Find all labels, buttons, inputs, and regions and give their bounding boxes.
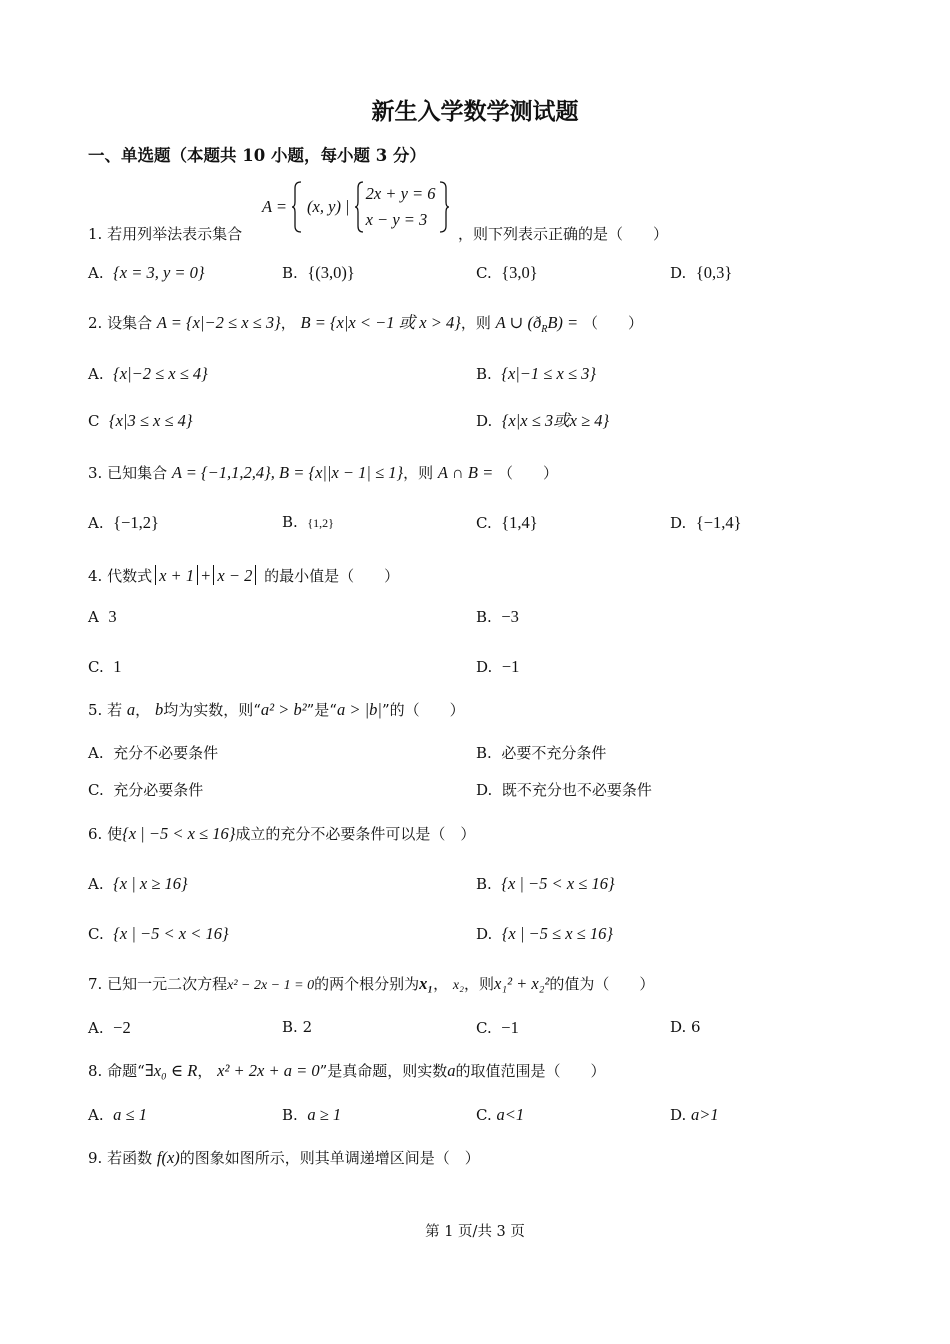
q8-option-a: [88, 1107, 147, 1124]
q3-option-a-key: A.: [88, 514, 104, 532]
q4-stem-suffix: 的最小值是（ ）: [264, 567, 400, 585]
q1-option-c-text: {3,0}: [501, 263, 538, 282]
q5-option-b-text: 必要不充分条件: [501, 744, 607, 762]
q8-option-c: [476, 1107, 524, 1124]
q5-option-b: [476, 746, 606, 761]
q6-option-a-key: A.: [88, 875, 104, 893]
q6-option-b: [476, 876, 615, 893]
q3-option-d: [670, 515, 742, 532]
q6-option-c: [88, 926, 229, 943]
question-1-set-definition: [262, 181, 450, 233]
q5-option-c-key: C.: [88, 781, 104, 799]
q8-option-d-text: a>1: [691, 1105, 719, 1124]
q1-set-var: (x, y) |: [307, 196, 350, 216]
q8-stem-suffix: 的取值范围是（ ）: [455, 1062, 606, 1080]
q8-option-b-text: a ≥ 1: [307, 1105, 342, 1124]
q3-option-a-text: {−1,2}: [113, 513, 159, 532]
q5-option-a-key: A.: [88, 744, 104, 762]
q8-stem-prefix: 命题“: [107, 1062, 145, 1080]
q3-option-d-key: D.: [670, 514, 687, 532]
q1-option-d: [670, 265, 732, 282]
q1-outer-right-brace: [438, 181, 450, 233]
q9-stem-prefix: 若函数: [107, 1149, 153, 1167]
q2-number: 2.: [88, 314, 103, 332]
question-3-stem: [88, 465, 558, 482]
q6-expr: {x | −5 < x ≤ 16}: [122, 824, 236, 843]
q6-option-d-key: D.: [476, 925, 493, 943]
q2-sep1: ，: [280, 314, 296, 332]
q6-stem-suffix: 成立的充分不必要条件可以是（ ）: [235, 825, 476, 843]
question-7-stem: [88, 976, 654, 993]
q4-option-b: [476, 609, 519, 626]
q2-option-b-text: {x|−1 ≤ x ≤ 3}: [501, 364, 596, 383]
q1-option-b-key: B.: [282, 264, 298, 282]
q2-stem-prefix: 设集合: [107, 314, 153, 332]
q9-expr: f(x): [156, 1148, 180, 1167]
q7-sep: ，: [433, 975, 449, 993]
q2-stem-suffix: （ ）: [582, 314, 643, 332]
question-9-stem: [88, 1150, 480, 1167]
q1-option-a: [88, 265, 205, 282]
q1-system-brace: [354, 181, 364, 233]
q8-option-b-key: B.: [282, 1106, 298, 1124]
q5-number: 5.: [88, 701, 103, 719]
q4-option-c: [88, 659, 122, 676]
q5-var-a: a: [126, 700, 136, 719]
q2-option-b: [476, 366, 596, 383]
q1-option-b-text: {(3,0)}: [307, 263, 355, 282]
q4-expr-b: x − 2: [217, 566, 253, 585]
q8-sep: ，: [197, 1062, 213, 1080]
q4-option-a-key: A: [88, 608, 99, 626]
q7-option-a-text: −2: [113, 1018, 131, 1037]
q8-option-a-text: a ≤ 1: [113, 1105, 147, 1124]
q3-option-c-key: C.: [476, 514, 492, 532]
q1-option-c: [476, 265, 538, 282]
question-2-stem: [88, 315, 643, 335]
q4-option-d: [476, 659, 519, 676]
q7-option-a-key: A.: [88, 1019, 104, 1037]
q6-option-d: [476, 926, 613, 943]
q8-option-c-text: a<1: [496, 1105, 525, 1124]
q7-option-b: [282, 1020, 312, 1035]
q8-middle: ”是真命题，则实数: [319, 1062, 448, 1080]
q1-option-a-text: {x = 3, y = 0}: [113, 263, 205, 282]
q7-root1: x₁: [419, 974, 434, 993]
q2-sep2: ，则: [460, 314, 491, 332]
q3-option-d-text: {−1,4}: [695, 513, 742, 532]
q4-abs-bar: [155, 565, 156, 585]
q2-option-c-text: {x|3 ≤ x ≤ 4}: [109, 411, 193, 430]
q9-number: 9.: [88, 1149, 103, 1167]
q6-option-a: [88, 876, 188, 893]
q5-stem-prefix: 若: [107, 701, 123, 719]
q5-middle2: ”是“: [306, 701, 337, 719]
q3-option-b-text: {1,2}: [307, 516, 334, 530]
q4-option-d-text: −1: [501, 657, 520, 676]
q3-expr: A = {−1,1,2,4}, B = {x||x − 1| ≤ 1}: [171, 463, 404, 482]
question-6-stem: [88, 826, 475, 843]
q8-var: a: [447, 1061, 456, 1080]
q3-stem-suffix: （ ）: [498, 464, 559, 482]
q8-number: 8.: [88, 1062, 103, 1080]
q1-stem-suffix: ，则下列表示正确的是（ ）: [458, 225, 669, 243]
q2-option-d-key: D.: [476, 412, 493, 430]
q1-option-a-key: A.: [88, 264, 104, 282]
q2-option-d: [476, 413, 609, 430]
q4-option-c-key: C.: [88, 658, 104, 676]
q7-option-b-key: B.: [282, 1018, 298, 1036]
q4-option-a-text: 3: [108, 607, 117, 626]
q7-middle: 的两个根分别为: [314, 975, 420, 993]
q6-stem-prefix: 使: [107, 825, 123, 843]
q7-option-d-key: D.: [670, 1018, 687, 1036]
q7-stem-suffix: 的值为（ ）: [549, 975, 655, 993]
q1-option-d-text: {0,3}: [695, 263, 733, 282]
q7-option-c: [476, 1020, 519, 1037]
q3-sep: ，则: [403, 464, 434, 482]
q1-system-eq2: x − y = 3: [365, 209, 428, 229]
q7-expr2: x₁² + x₂²: [494, 974, 550, 993]
q1-outer-left-brace: [291, 181, 303, 233]
q2-option-c: [88, 413, 193, 430]
q2-expr-sub: R: [541, 324, 548, 335]
page-footer: 第 1 页/共 3 页: [425, 1224, 525, 1240]
q5-stem-suffix: ”的（ ）: [381, 701, 465, 719]
q1-system: [366, 186, 436, 228]
q7-number: 7.: [88, 975, 103, 993]
q6-number: 6.: [88, 825, 103, 843]
q7-option-a: [88, 1020, 131, 1037]
q8-option-a-key: A.: [88, 1106, 104, 1124]
q1-option-c-key: C.: [476, 264, 492, 282]
q2-option-a: [88, 366, 208, 383]
q5-option-d: [476, 783, 652, 798]
q2-option-c-key: C: [88, 412, 100, 430]
q2-set-b: B = {x|x < −1 或 x > 4}: [300, 313, 461, 332]
q5-middle: 均为实数，则“: [163, 701, 261, 719]
q2-set-a: A = {x|−2 ≤ x ≤ 3}: [156, 313, 281, 332]
q2-option-a-key: A.: [88, 365, 104, 383]
q1-number: 1.: [88, 225, 103, 243]
q8-option-d-key: D.: [670, 1106, 687, 1124]
q3-option-c: [476, 515, 538, 532]
q9-stem-suffix: 的图象如图所示，则其单调递增区间是（ ）: [179, 1149, 480, 1167]
q8-option-b: [282, 1107, 341, 1124]
q5-sep1: ，: [135, 701, 151, 719]
q6-option-c-text: {x | −5 < x < 16}: [113, 924, 229, 943]
q7-option-b-text: 2: [302, 1018, 313, 1036]
q1-system-eq1: 2x + y = 6: [365, 184, 436, 203]
q2-option-a-text: {x|−2 ≤ x ≤ 4}: [113, 364, 208, 383]
page-title: 新生入学数学测试题: [371, 98, 579, 125]
q3-option-b-key: B.: [282, 513, 298, 531]
q4-expr-a: x + 1: [159, 566, 195, 585]
q2-option-b-key: B.: [476, 365, 492, 383]
q5-expr2: a > |b|: [336, 700, 382, 719]
q5-option-c: [88, 783, 203, 798]
q4-abs-bar: [197, 565, 198, 585]
q3-stem-prefix: 已知集合: [107, 464, 168, 482]
q5-option-a: [88, 746, 218, 761]
q6-option-b-text: {x | −5 < x ≤ 16}: [501, 874, 615, 893]
q7-root2: x₂: [452, 978, 464, 993]
q3-option-c-text: {1,4}: [501, 513, 538, 532]
q1-stem-prefix: 若用列举法表示集合: [107, 225, 243, 243]
question-1-stem: [88, 227, 242, 242]
q1-option-d-key: D.: [670, 264, 687, 282]
q4-option-b-key: B.: [476, 608, 492, 626]
q1-set-name: A =: [262, 196, 288, 216]
q4-option-d-key: D.: [476, 658, 493, 676]
q5-option-d-key: D.: [476, 781, 493, 799]
q7-option-c-key: C.: [476, 1019, 492, 1037]
q8-option-d: [670, 1107, 719, 1124]
q3-number: 3.: [88, 464, 103, 482]
q4-plus: +: [201, 566, 211, 585]
q3-expr2: A ∩ B =: [437, 463, 494, 482]
q7-option-c-text: −1: [501, 1018, 519, 1037]
question-4-stem: [88, 565, 399, 585]
question-8-stem: [88, 1063, 606, 1080]
q7-option-d-text: 6: [691, 1018, 701, 1036]
q5-expr1: a² > b²: [260, 700, 307, 719]
question-5-stem: [88, 702, 465, 719]
q2-expr: A ∪ (ð: [495, 313, 542, 332]
q5-var-b: b: [154, 700, 164, 719]
q7-option-d: [670, 1020, 701, 1035]
q5-option-b-key: B.: [476, 744, 492, 762]
q3-option-b: [282, 515, 334, 530]
q6-option-a-text: {x | x ≥ 16}: [113, 874, 188, 893]
q4-option-a: [88, 609, 117, 626]
q1-option-b: [282, 265, 355, 282]
q4-option-c-text: 1: [113, 657, 122, 676]
q5-option-c-text: 充分必要条件: [113, 781, 204, 799]
q4-number: 4.: [88, 567, 103, 585]
q4-abs-bar: [213, 565, 214, 585]
q4-option-b-text: −3: [501, 607, 519, 626]
q8-option-c-key: C.: [476, 1106, 492, 1124]
q8-expr1: ∃x₀ ∈ R: [144, 1061, 198, 1080]
q5-option-a-text: 充分不必要条件: [113, 744, 219, 762]
q8-expr2: x² + 2x + a = 0: [217, 1061, 320, 1080]
q6-option-c-key: C.: [88, 925, 104, 943]
q5-option-d-text: 既不充分也不必要条件: [501, 781, 652, 799]
q4-abs-bar: [255, 565, 256, 585]
q6-option-d-text: {x | −5 ≤ x ≤ 16}: [501, 924, 613, 943]
q6-option-b-key: B.: [476, 875, 492, 893]
q2-expr-tail: B) =: [547, 313, 579, 332]
q4-stem-prefix: 代数式: [107, 567, 153, 585]
q2-option-d-text: {x|x ≤ 3或x ≥ 4}: [501, 411, 610, 430]
q3-option-a: [88, 515, 159, 532]
q7-expr: x² − 2x − 1 = 0: [227, 978, 315, 993]
q7-stem-prefix: 已知一元二次方程: [107, 975, 228, 993]
section-heading: 一、单选题（本题共 10 小题，每小题 3 分）: [88, 146, 426, 165]
q7-middle2: ，则: [464, 975, 495, 993]
